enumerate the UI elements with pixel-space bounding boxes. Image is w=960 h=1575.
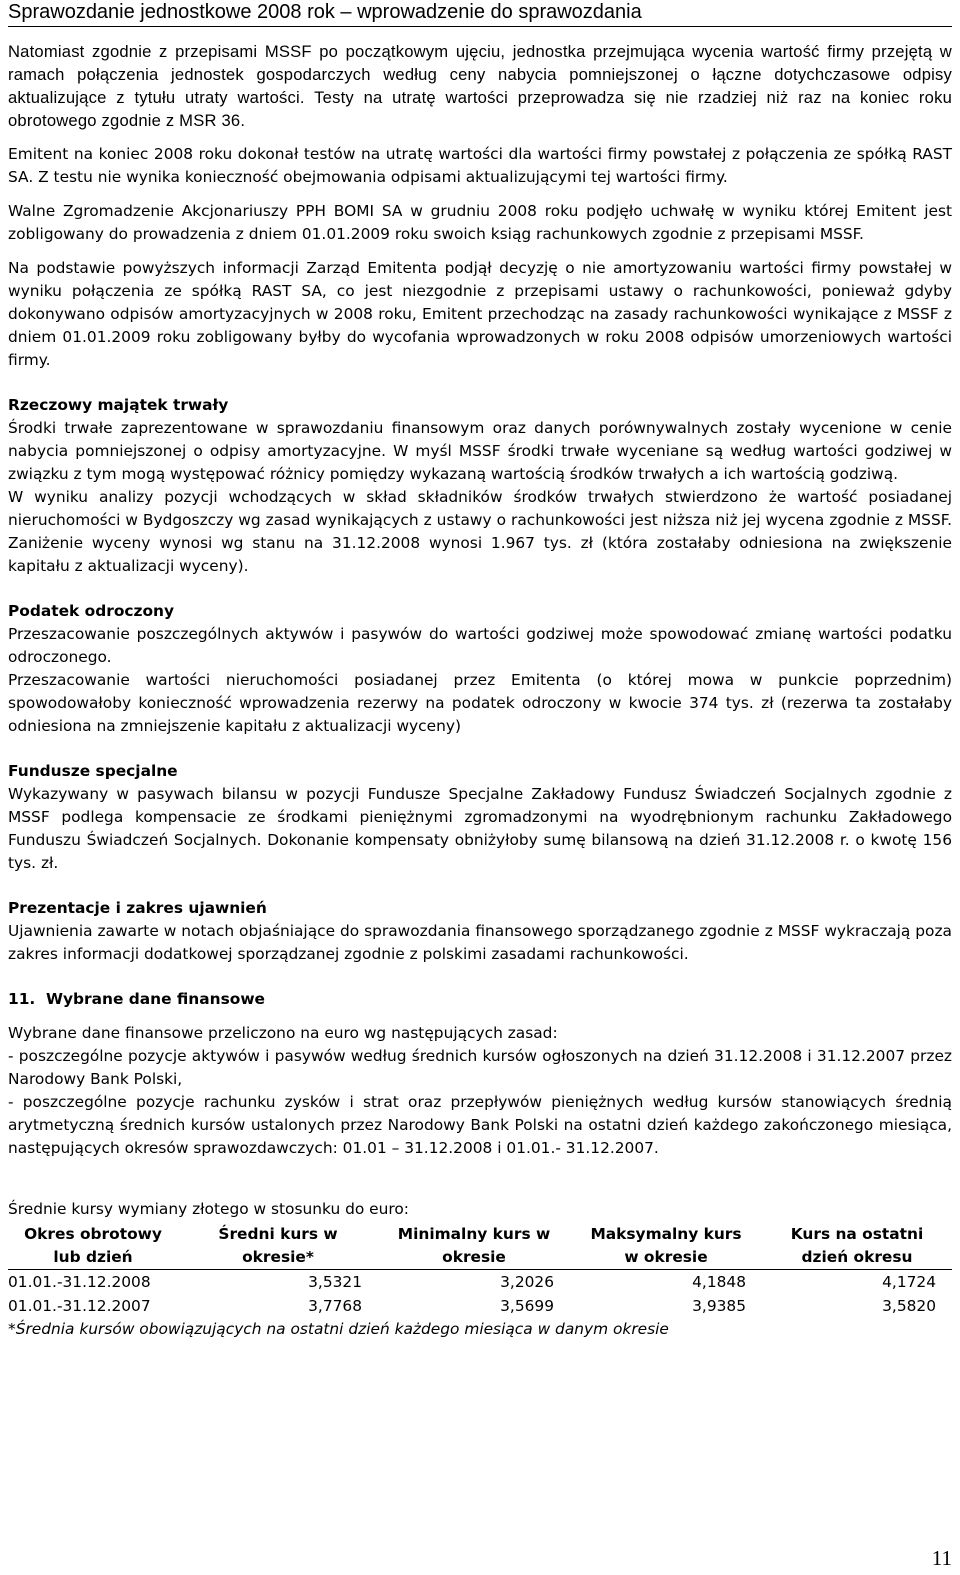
value-cell: 3,9385 bbox=[692, 1297, 746, 1315]
value-cell: 3,7768 bbox=[308, 1297, 362, 1315]
period-cell: 01.01.-31.12.2008 bbox=[8, 1273, 151, 1291]
section-disclosures bbox=[8, 897, 952, 966]
column-header: Maksymalny kurs w okresie bbox=[570, 1223, 762, 1270]
page-header bbox=[8, 0, 952, 27]
section-heading: Fundusze specjalne bbox=[8, 762, 178, 780]
section-selected-financial-data bbox=[8, 988, 952, 1160]
section-special-funds bbox=[8, 760, 952, 875]
table-header-row bbox=[8, 1223, 952, 1270]
section-deferred-tax bbox=[8, 600, 952, 738]
page-number: 11 bbox=[931, 1546, 952, 1570]
column-header: Kurs na ostatni dzień okresu bbox=[762, 1223, 952, 1270]
list-item: - poszczególne pozycje aktywów i pasywów według średnich kursów ogłoszonych na dzień 31.12.2008 i 31.12.2007 przez Narodowy Bank Polski, bbox=[8, 1047, 952, 1088]
column-header: Średni kurs w okresie* bbox=[178, 1223, 378, 1270]
period-cell: 01.01.-31.12.2007 bbox=[8, 1297, 151, 1315]
value-cell: 3,5820 bbox=[882, 1297, 936, 1315]
section-heading: Podatek odroczony bbox=[8, 602, 175, 620]
document-body bbox=[8, 40, 952, 1341]
value-cell: 4,1848 bbox=[692, 1273, 746, 1291]
rates-table-block bbox=[8, 1198, 952, 1341]
paragraph-impairment-test: Emitent na koniec 2008 roku dokonał testów na utratę wartości dla wartości firmy powstałej z połączenia ze spółką RAST SA. Z testu nie wynika konieczność obejmowania odpisami aktualizującymi tej wartości firmy. bbox=[8, 145, 952, 186]
value-cell: 3,2026 bbox=[500, 1273, 554, 1291]
section-paragraph: Ujawnienia zawarte w notach objaśniające do sprawozdania finansowego sporządzanego zgodnie z MSSF wykraczają poza zakres informacji dodatkowej sporządzanej zgodnie z polskimi zasadami rachunkowości. bbox=[8, 922, 952, 963]
paragraph-board-decision: Na podstawie powyższych informacji Zarząd Emitenta podjął decyzję o nie amortyzowaniu wartości firmy powstałej w wyniku połączenia ze spółką RAST SA, co jest niezgodnie z przepisami ustawy o rachunkowości, ponieważ gdyby dokonywano odpisów amortyzacyjnych w 2008 roku, Emitent przechodząc na zasady rachunkowości wynikające z MSSF z dniem 01.01.2009 roku zobligowany byłby do wycofania wprowadzonych w roku 2008 odpisów umorzeniowych wartości firmy. bbox=[8, 259, 952, 369]
section-paragraph: Przeszacowanie poszczególnych aktywów i pasywów do wartości godziwej może spowodować zmianę wartości podatku odroczonego. bbox=[8, 625, 952, 666]
section-paragraph: Wykazywany w pasywach bilansu w pozycji Fundusze Specjalne Zakładowy Fundusz Świadczeń Socjalnych zgodnie z MSSF podlega kompensacie ze środkami pieniężnymi zgromadzonymi na wyodrębnionym rachunku Zakładowego Funduszu Świadczeń Socjalnych. Dokonanie kompensaty obniżyłoby sumę bilansową na dzień 31.12.2008 r. o kwotę 156 tys. zł. bbox=[8, 785, 952, 872]
value-cell: 4,1724 bbox=[882, 1273, 936, 1291]
value-cell: 3,5699 bbox=[500, 1297, 554, 1315]
section-number: 11. bbox=[8, 990, 36, 1008]
section-paragraph: Przeszacowanie wartości nieruchomości posiadanej przez Emitenta (o której mowa w punkcie poprzednim) spowodowałoby konieczność wprowadzenia rezerwy na podatek odroczony w kwocie 374 tys. zł (rezerwa ta zostałaby odniesiona na zmniejszenie kapitału z aktualizacji wyceny) bbox=[8, 671, 952, 735]
section-11-heading bbox=[8, 988, 952, 1011]
section-paragraph: W wyniku analizy pozycji wchodzących w skład składników środków trwałych stwierdzono że wartość posiadanej nieruchomości w Bydgoszczy wg zasad wynikających z ustawy o rachunkowości jest niższa niż jej wycena zgodnie z MSSF. Zaniżenie wyceny wynosi wg stanu na 31.12.2008 wynosi 1.967 tys. zł (która zostałaby odniesiona na zwiększenie kapitału z aktualizacji wyceny). bbox=[8, 488, 952, 575]
value-cell: 3,5321 bbox=[308, 1273, 362, 1291]
column-header: Okres obrotowy lub dzień bbox=[8, 1223, 178, 1270]
table-row bbox=[8, 1270, 952, 1295]
section-heading: Rzeczowy majątek trwały bbox=[8, 396, 229, 414]
exchange-rates-table bbox=[8, 1223, 952, 1318]
paragraph-general-meeting: Walne Zgromadzenie Akcjonariuszy PPH BOMI SA w grudniu 2008 roku podjęło uchwałę w wyniku której Emitent jest zobligowany do prowadzenia z dniem 01.01.2009 roku swoich ksiąg rachunkowych zgodnie z przepisami MSSF. bbox=[8, 202, 952, 243]
section-11-intro: Wybrane dane finansowe przeliczono na euro wg następujących zasad: bbox=[8, 1024, 558, 1042]
section-title: Wybrane dane finansowe bbox=[45, 990, 265, 1008]
section-heading: Prezentacje i zakres ujawnień bbox=[8, 899, 267, 917]
document-title: Sprawozdanie jednostkowe 2008 rok – wprowadzenie do sprawozdania bbox=[8, 1, 642, 23]
column-header: Minimalny kurs w okresie bbox=[378, 1223, 570, 1270]
table-footnote: *Średnia kursów obowiązujących na ostatni dzień każdego miesiąca w danym okresie bbox=[8, 1320, 669, 1338]
list-item: - poszczególne pozycje rachunku zysków i strat oraz przepływów pieniężnych według kursów stanowiących średnią arytmetyczną średnich kursów ustalonych przez Narodowy Bank Polski na ostatni dzień każdego zakończonego miesiąca, następujących okresów sprawozdawczych: 01.01 – 31.12.2008 i 01.01.- 31.12.2007. bbox=[8, 1093, 952, 1157]
table-row bbox=[8, 1294, 952, 1318]
paragraph-msr36: Natomiast zgodnie z przepisami MSSF po początkowym ujęciu, jednostka przejmująca wycenia wartość firmy przejętą w ramach połączenia jednostek gospodarczych według ceny nabycia pomniejszonej o łączne dotychczasowe odpisy aktualizujące z tytułu utraty wartości. Testy na utratę wartości przeprowadza się nie rzadziej niż raz na koniec roku obrotowego zgodnie z MSR 36. bbox=[8, 42, 952, 130]
section-paragraph: Środki trwałe zaprezentowane w sprawozdaniu finansowym oraz danych porównywalnych zostały wycenione w cenie nabycia pomniejszonej o odpisy amortyzacyjne. W myśl MSSF środki trwałe wyceniane są według wartości godziwej w związku z tym mogą występować różnicy pomiędzy wykazaną wartością środków trwałych a ich wartością godziwą. bbox=[8, 419, 952, 483]
section-fixed-assets bbox=[8, 394, 952, 578]
table-caption: Średnie kursy wymiany złotego w stosunku do euro: bbox=[8, 1200, 409, 1218]
